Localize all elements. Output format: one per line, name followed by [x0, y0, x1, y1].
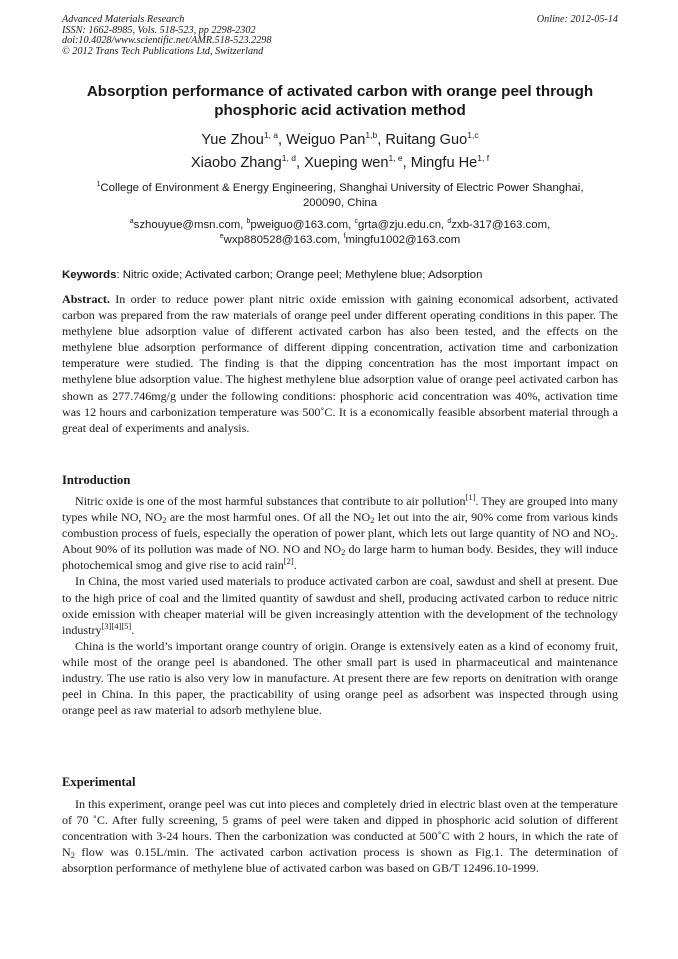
text-run: .	[293, 558, 297, 573]
introduction-body	[62, 493, 618, 718]
keywords-text: : Nitric oxide; Activated carbon; Orange peel; Methylene blue; Adsorption	[116, 269, 483, 281]
subscript: 2	[610, 531, 615, 542]
author-line-2	[62, 152, 618, 175]
author-sup: 1, d	[281, 153, 296, 163]
email-sup: a	[129, 218, 134, 225]
author-name: Yue Zhou	[201, 132, 264, 148]
subscript: 2	[70, 850, 75, 861]
email-address: pweiguo@163.com,	[250, 219, 355, 231]
abstract-text: In order to reduce power plant nitric oxide emission with gaining economical adsorbent, activated carbon was prepared from the raw materials of orange peel under different operating conditions in this paper. The methylene blue adsorption value of different activated carbon has also been tested, and the effects on the methylene blue adsorption performance of different dipping concentration, activation time and carbonization temperature were studied. The finding is that the dipping concentration has the most important impact on methylene blue adsorption value. The highest methylene blue adsorption value of orange peel activated carbon has shown as 277.746mg/g under the following conditions: phosphoric acid concentration was 40%, activation time was 12 hours and carbonization temperature was 500˚C. It is a economically feasible absorbent material through a great deal of experiments and analysis.	[62, 292, 618, 435]
email-address: grta@zju.edu.cn,	[357, 219, 448, 231]
subscript: 2	[162, 515, 167, 526]
citation: [2]	[283, 556, 294, 567]
subscript: 2	[341, 547, 346, 558]
author-emails	[62, 218, 618, 248]
abstract	[62, 291, 618, 436]
intro-paragraph-1	[62, 493, 618, 573]
email-line-2	[62, 233, 618, 248]
title-line-2: phosphoric acid activation method	[214, 102, 466, 119]
author-line-1	[62, 129, 618, 152]
email-sup: d	[447, 218, 452, 225]
text-run: do large harm to human body. Besides, they will induce photochemical smog and give rise to acid rain	[62, 542, 618, 573]
email-address: szhouyue@msn.com,	[133, 219, 247, 231]
intro-paragraph-3	[62, 638, 618, 718]
section-heading-experimental: Experimental	[62, 775, 136, 789]
affiliation	[62, 181, 618, 211]
email-address: zxb-317@163.com,	[451, 219, 551, 231]
text-run: In this experiment, orange peel was cut into pieces and completely dried in electric blast oven at the temperature of 70 ˚C. After fully screening, 5 grams of peel were taken and dipped in phosphoric acid solution of different concentration with 3-24 hours. Then the carbonization was conducted at 500˚C with 2 hours, in which the rate of N	[62, 797, 618, 860]
online-date: Online: 2012-05-14	[536, 14, 618, 25]
text-run: let out into the air, 90% come from various kinds combustion process of fuels, especially the operation of power plant, which lets out large quantity of NO and NO	[62, 510, 618, 541]
author-sup: 1, e	[388, 153, 403, 163]
experimental-body	[62, 796, 618, 876]
experimental-paragraph-1	[62, 796, 618, 876]
doi-line: doi:10.4028/www.scientific.net/AMR.518-523.2298	[62, 35, 272, 47]
journal-name: Advanced Materials Research	[62, 14, 185, 25]
affiliation-line-2: 200090, China	[302, 197, 378, 209]
text-run: . About 90% of its pollution was made of NO. NO and NO	[62, 526, 618, 557]
author-sup: 1,c	[467, 130, 479, 140]
email-sup: f	[343, 233, 346, 240]
author-sup: 1, a	[263, 130, 279, 140]
issn-line: ISSN: 1662-8985, Vols. 518-523, pp 2298-2302	[62, 24, 256, 36]
author-name: , Xueping wen	[295, 155, 389, 171]
affiliation-sup: 1	[96, 181, 101, 188]
text-run: .	[131, 622, 135, 637]
author-sup: 1,b	[365, 130, 378, 140]
copyright-line: © 2012 Trans Tech Publications Ltd, Switzerland	[62, 45, 264, 57]
subscript: 2	[370, 515, 375, 526]
journal-header	[62, 15, 618, 57]
intro-paragraph-2	[62, 573, 618, 637]
text-run: China is the world’s important orange country of origin. Orange is extensively eaten as a kind of economy fruit, while most of the orange peel is abandoned. The other small part is used in pharmaceutical and maintenance industry. The use ratio is also very low in manufacture. At present there are few reports on denitration with orange peel in China. In this paper, the practicability of using orange peel as adsorbent was inspected through using orange peel as raw material to adsorb methylene blue.	[62, 638, 618, 718]
section-heading-introduction: Introduction	[62, 473, 131, 487]
paper-title	[62, 82, 618, 120]
text-run: . They are grouped into many types while NO, NO	[62, 494, 618, 525]
affiliation-line-1	[62, 181, 618, 196]
text-run: flow was 0.15L/min. The activated carbon activation process is shown as Fig.1. The determination of absorption performance of methylene blue of activated carbon was based on GB/T 12496.10-1999.	[62, 845, 618, 876]
email-address: wxp880528@163.com,	[223, 234, 344, 246]
keywords-label: Keywords	[62, 269, 117, 281]
citation: [1]	[465, 492, 476, 502]
email-sup: c	[354, 218, 358, 225]
keywords	[62, 268, 618, 282]
text-run: are the most harmful ones. Of all the NO	[166, 510, 371, 525]
email-sup: b	[246, 218, 251, 225]
email-sup: e	[219, 233, 224, 240]
email-address: mingfu1002@163.com	[345, 234, 461, 246]
author-name: , Ruitang Guo	[377, 132, 468, 148]
author-list	[62, 129, 618, 175]
text-run: Nitric oxide is one of the most harmful substances that contribute to air pollution	[75, 494, 466, 508]
author-sup: 1, f	[477, 153, 490, 163]
abstract-label: Abstract.	[62, 292, 110, 306]
author-name: , Mingfu He	[402, 155, 478, 171]
author-name: , Weiguo Pan	[278, 132, 366, 148]
text-run: In China, the most varied used materials to produce activated carbon are coal, sawdust and shell at present. Due to the high price of coal and the limited quantity of sawdust and shell, producing activated carbon to reduce nitric oxide emission with cheaper material will be given increasingly attention with the development of the technology industry	[62, 574, 618, 637]
affiliation-text: College of Environment & Energy Engineering, Shanghai University of Electric Power Shanghai,	[100, 182, 584, 194]
citation: [3][4][5]	[101, 620, 132, 631]
email-line-1	[62, 218, 618, 233]
author-name: Xiaobo Zhang	[190, 155, 282, 171]
title-line-1: Absorption performance of activated carbon with orange peel through	[86, 83, 594, 100]
